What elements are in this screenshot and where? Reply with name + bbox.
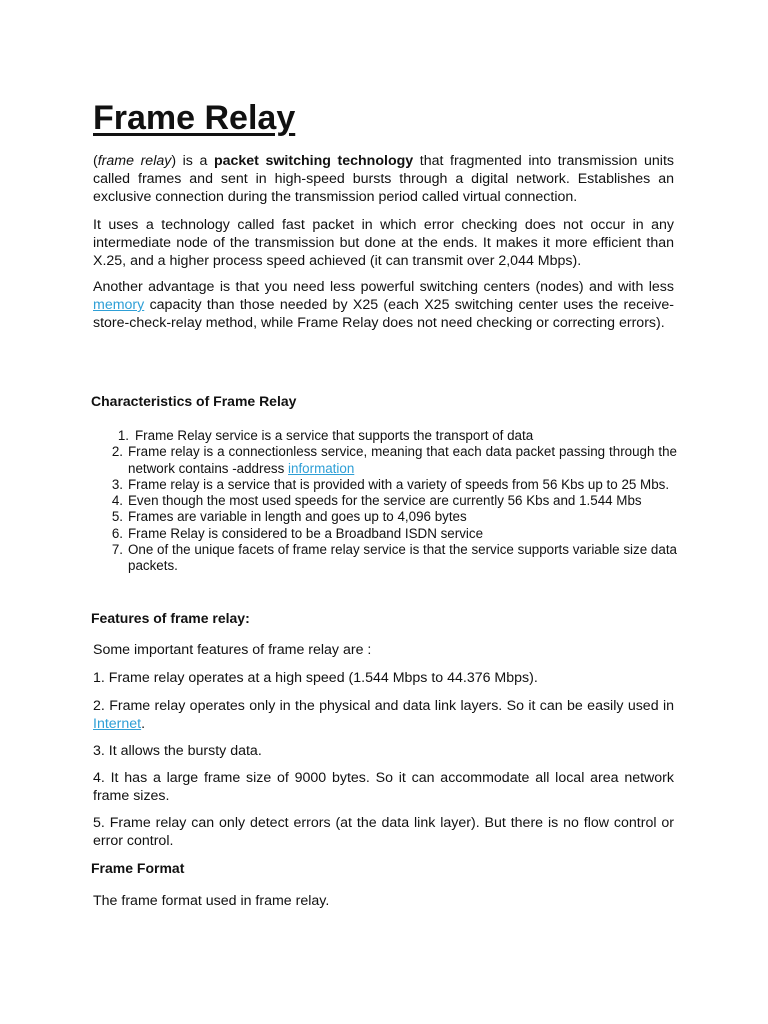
features-intro: Some important features of frame relay are :	[93, 642, 372, 658]
feature-1: 1. Frame relay operates at a high speed (1.544 Mbps to 44.376 Mbps).	[93, 670, 538, 686]
list-item: 1. Frame Relay service is a service that supports the transport of data	[117, 428, 534, 443]
frame-format-text: The frame format used in frame relay.	[93, 893, 330, 909]
feature-3: 3. It allows the bursty data.	[93, 743, 262, 759]
intro-paragraph: (frame relay) is a packet switching technology that fragmented into transmission units called frames and sent in high-speed bursts through a digital network. Establishes an exclusive connection during the transmission period called virtual connection.	[93, 153, 674, 205]
list-item: 3. Frame relay is a service that is provided with a variety of speeds from 56 Kbs up to 25 Mbs.	[111, 476, 670, 492]
feature-2: 2. Frame relay operates only in the physical and data link layers. So it can be easily used in Internet.	[93, 698, 674, 732]
features-heading: Features of frame relay:	[91, 610, 250, 626]
advantage-paragraph: Another advantage is that you need less powerful switching centers (nodes) and with less memory capacity than those needed by X25 (each X25 switching center uses the receive-store-check-relay method, while Frame Relay does not need checking or correcting errors).	[93, 279, 674, 331]
list-item: 6. Frame Relay is considered to be a Broadband ISDN service	[111, 525, 484, 541]
list-item: 2. Frame relay is a connectionless service, meaning that each data packet passing through the network contains -address information	[111, 444, 677, 476]
page-title: Frame Relay	[93, 99, 296, 137]
memory-link[interactable]: memory	[93, 297, 145, 313]
frame-format-heading: Frame Format	[91, 860, 185, 876]
information-link[interactable]: information	[288, 460, 355, 476]
feature-5: 5. Frame relay can only detect errors (at the data link layer). But there is no flow control or error control.	[93, 815, 674, 849]
feature-4: 4. It has a large frame size of 9000 bytes. So it can accommodate all local area network frame sizes.	[93, 770, 674, 804]
list-item: 5. Frames are variable in length and goes up to 4,096 bytes	[111, 509, 467, 525]
characteristics-list	[91, 428, 677, 575]
list-item: 7. One of the unique facets of frame relay service is that the service supports variable size data packets.	[111, 542, 677, 574]
characteristics-heading: Characteristics of Frame Relay	[91, 393, 297, 409]
packet-switching-term: packet switching technology	[213, 153, 414, 169]
internet-link[interactable]: Internet	[93, 716, 142, 732]
list-item: 4. Even though the most used speeds for the service are currently 56 Kbs and 1.544 Mbs	[111, 493, 642, 509]
frame-relay-term: frame relay	[97, 153, 172, 169]
fast-packet-paragraph: It uses a technology called fast packet in which error checking does not occur in any intermediate node of the transmission but done at the ends. It makes it more efficient than X.25, and a higher process speed achieved (it can transmit over 2,044 Mbps).	[93, 217, 674, 269]
